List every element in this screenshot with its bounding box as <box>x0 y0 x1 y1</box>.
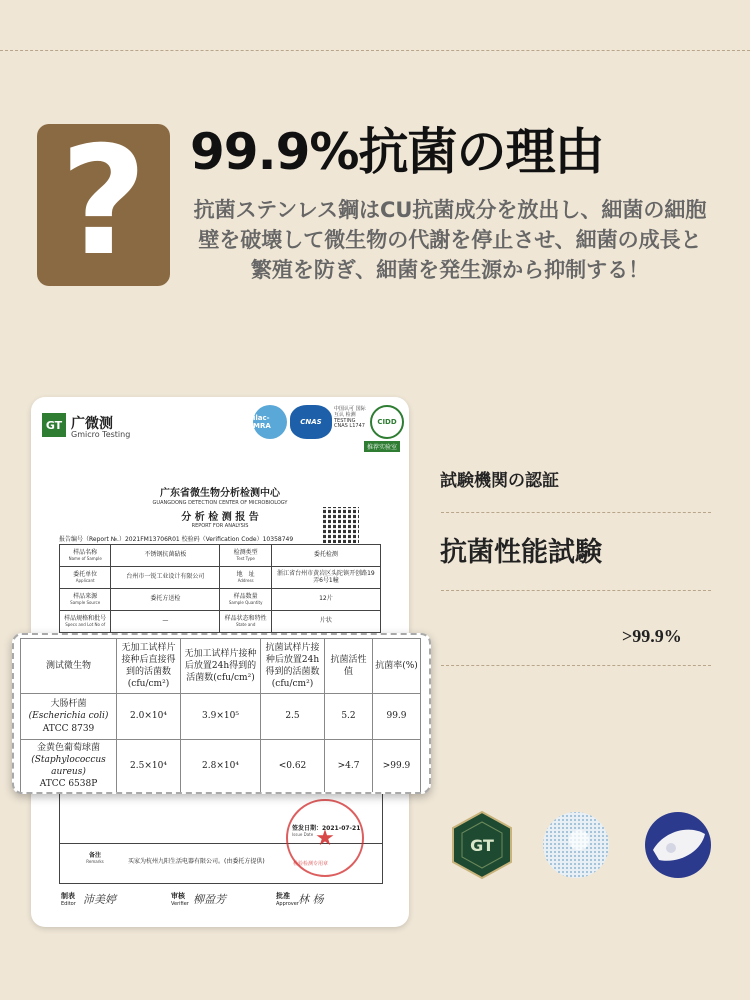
remarks-text: 买家为杭州九阳生活电器有限公司。(由委托方提供) <box>128 858 265 865</box>
table-cell: 2.0×10⁴ <box>117 694 181 740</box>
signer-approver <box>276 891 324 907</box>
table-cell: >4.7 <box>325 740 373 794</box>
testing-body-label: 試験機関の認証 <box>440 471 559 491</box>
organism-sci: (Escherichia coli) <box>28 711 109 722</box>
col-header-treated-24h: 抗菌试样片接种后放置24h得到的活菌数(cfu/cm²) <box>261 639 325 694</box>
signature: 林 杨 <box>298 893 324 906</box>
seal-star-icon: ★ <box>315 825 335 851</box>
table-row <box>60 589 381 611</box>
col-header-rate: 抗菌率(%) <box>373 639 421 694</box>
report-subheading-en: REPORT FOR ANALYSIS <box>191 523 249 529</box>
lab-logo-icon: GT <box>42 413 66 437</box>
organism-cell <box>21 694 117 740</box>
divider <box>441 665 711 666</box>
organism-strain: ATCC 6538P <box>39 779 98 790</box>
report-number: 报告编号（Report №.）2021FM13706R01 校验码（Verification Code）10358749 <box>59 536 294 543</box>
col-header-activity: 抗菌活性值 <box>325 639 373 694</box>
field-label-en: Applicant <box>75 577 95 583</box>
field-value: 片状 <box>271 611 380 633</box>
signer-role-en: Approver <box>276 901 299 907</box>
field-value: 浙江省台州市黄岩区头陀镇开创路19弄6号1幢 <box>271 567 380 589</box>
issue-date-en: Issue Date <box>292 832 314 837</box>
field-label: 检测类型 <box>233 548 258 556</box>
field-value: 不锈钢抗菌砧板 <box>111 545 220 567</box>
signature: 柳盈芳 <box>193 893 226 906</box>
field-label-en: Sample Source <box>70 599 101 605</box>
lab-name-cn: 广微测 <box>71 416 113 432</box>
signer-role: 批准 <box>276 892 290 900</box>
table-cell: 2.8×10⁴ <box>181 740 261 794</box>
question-mark-icon <box>37 115 170 289</box>
page-description: 抗菌ステンレス鋼はCU抗菌成分を放出し、細菌の細胞壁を破壊して微生物の代謝を停止させ、細菌の成長と繁殖を防ぎ、細菌を発生源から抑制する！ <box>193 198 707 282</box>
badge-mark: GT <box>470 836 494 855</box>
field-label: 样品数量 <box>233 592 258 600</box>
organism-cell <box>21 740 117 794</box>
bacteria-spot <box>666 843 676 853</box>
field-value: 委托方送检 <box>111 589 220 611</box>
antibacterial-results-card <box>12 633 431 794</box>
organism-cn: 金黄色葡萄球菌 <box>36 743 100 753</box>
report-heading-en: GUANGDONG DETECTION CENTER OF MICROBIOLOGY <box>152 500 288 506</box>
field-label: 样品状态和特性 <box>224 614 267 622</box>
cidd-logo: CIDD <box>370 405 404 439</box>
report-heading-cn: 广东省微生物分析检测中心 <box>160 488 280 499</box>
organism-strain: ATCC 8739 <box>42 723 95 734</box>
field-label: 样品来源 <box>73 592 98 600</box>
field-value: — <box>111 611 220 633</box>
field-value: 委托检测 <box>271 545 380 567</box>
table-cell: 2.5×10⁴ <box>117 740 181 794</box>
table-row <box>60 611 381 633</box>
table-row <box>60 567 381 589</box>
field-label: 样品规格和批号 <box>64 614 107 622</box>
field-label-en: Address <box>237 577 254 583</box>
table-row <box>21 740 421 794</box>
field-label: 委托单位 <box>73 570 98 578</box>
cnas-logo: CNAS <box>290 405 332 439</box>
field-label: 地 址 <box>236 570 255 578</box>
signer-role-en: Editor <box>61 901 76 907</box>
ilac-mra-logo: ilac-MRA <box>253 405 287 439</box>
signer-role-en: Verifier <box>171 901 189 907</box>
organism-cn: 大肠杆菌 <box>50 699 87 710</box>
col-header-organism: 测试微生物 <box>21 639 117 694</box>
table-row <box>21 694 421 740</box>
signature: 沛美婷 <box>83 893 116 906</box>
badge-highlight <box>569 830 589 850</box>
bacteria-badge-icon <box>643 810 713 880</box>
signer-role: 审核 <box>171 892 185 900</box>
signer-verifier <box>171 891 226 907</box>
table-cell: 5.2 <box>325 694 373 740</box>
table-cell: <0.62 <box>261 740 325 794</box>
table-cell: 2.5 <box>261 694 325 740</box>
lab-name-en: Gmicro Testing <box>71 430 131 439</box>
col-header-untreated-24h: 无加工试样片接种后放置24h得到的活菌数(cfu/cm²) <box>181 639 261 694</box>
lab-hexagon-badge-icon <box>447 810 517 880</box>
top-divider <box>0 50 750 51</box>
antibacterial-results-table <box>20 638 421 794</box>
cnas-text: 中国认可 国际互认 检测 TESTING CNAS L1747 <box>334 406 366 430</box>
remarks-label-en: Remarks <box>86 859 104 864</box>
divider <box>441 590 711 591</box>
field-label-en: Specs and Lot No of <box>65 621 106 627</box>
field-label-en: Test Type <box>236 555 255 561</box>
col-header-initial-count: 无加工试样片接种后直接得到的活菌数(cfu/cm²) <box>117 639 181 694</box>
remarks-label-cn: 备注 <box>88 852 101 859</box>
issue-date-text: 签发日期：2021-07-21 <box>292 825 361 832</box>
field-value: 12片 <box>271 589 380 611</box>
microbe-texture-badge-icon <box>541 810 611 880</box>
table-header-row <box>21 639 421 694</box>
organism-sci: (Staphylococcus aureus) <box>31 755 106 778</box>
remarks-label <box>70 850 120 864</box>
field-label-en: Name of Sample <box>68 555 102 561</box>
table-cell: >99.9 <box>373 740 421 794</box>
antibacterial-rate-value: >99.9% <box>622 626 682 646</box>
sample-info-table <box>59 544 381 633</box>
question-mark-glyph: ? <box>59 115 147 289</box>
recommended-lab-label: 推荐实验室 <box>364 441 400 452</box>
field-label-en: Sample Quantity <box>228 599 263 605</box>
report-subheading-cn: 分 析 检 测 报 告 <box>181 512 259 523</box>
seal-text: 检验检测专用章 <box>293 861 329 867</box>
field-label-en: State and <box>235 621 256 627</box>
field-value: 台州市一锐工业设计有限公司 <box>111 567 220 589</box>
page-title: 99.9%抗菌の理由 <box>190 123 604 181</box>
divider <box>441 512 711 513</box>
field-label: 样品名称 <box>73 548 98 556</box>
table-row <box>60 545 381 567</box>
test-title: 抗菌性能試験 <box>440 537 602 568</box>
qr-code <box>323 507 359 543</box>
signer-role: 制表 <box>61 892 75 900</box>
table-cell: 99.9 <box>373 694 421 740</box>
signer-editor <box>61 891 116 907</box>
table-cell: 3.9×10⁵ <box>181 694 261 740</box>
